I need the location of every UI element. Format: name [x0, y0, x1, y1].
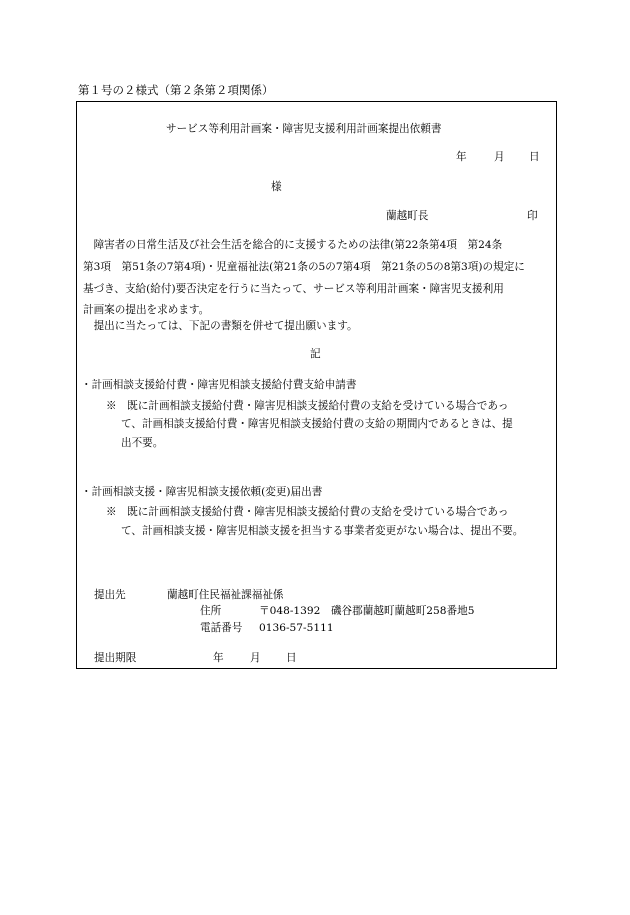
address-label: 住所	[200, 605, 222, 617]
date-year: 年	[456, 151, 467, 163]
body-line: 提出に当たっては、下記の書類を併せて提出願います。	[83, 320, 358, 332]
item-title: ・計画相談支援給付費・障害児相談支援給付費支給申請書	[81, 379, 357, 391]
submit-to-office: 蘭越町住民福祉課福祉係	[167, 589, 284, 601]
item-note-line: 出不要。	[121, 437, 164, 449]
document-title: サービス等利用計画案・障害児支援利用計画案提出依頼書	[166, 123, 442, 135]
date-day: 日	[529, 151, 540, 163]
deadline-label: 提出期限	[94, 652, 137, 664]
item-note-line: て、計画相談支援・障害児相談支援を担当する事業者変更がない場合は、提出不要。	[121, 525, 524, 537]
form-number-label: 第１号の２様式（第２条第２項関係）	[78, 83, 274, 97]
submit-to-label: 提出先	[94, 589, 126, 601]
deadline-month: 月	[250, 652, 261, 664]
deadline-day: 日	[286, 652, 297, 664]
ki-heading: 記	[310, 348, 321, 360]
date-month: 月	[494, 151, 505, 163]
item-note-line: ※ 既に計画相談支援給付費・障害児相談支援給付費の支給を受けている場合であっ	[106, 400, 509, 412]
body-line: 計画案の提出を求めます。	[83, 304, 210, 316]
seal-mark: 印	[527, 210, 538, 222]
body-line: 障害者の日常生活及び社会生活を総合的に支援するための法律(第22条第4項 第24条	[83, 239, 503, 251]
phone-label: 電話番号	[200, 622, 243, 634]
item-title: ・計画相談支援・障害児相談支援依頼(変更)届出書	[81, 486, 323, 498]
recipient-suffix: 様	[271, 181, 282, 193]
phone-value: 0136-57-5111	[259, 622, 334, 634]
body-line: 基づき、支給(給付)要否決定を行うに当たって、サービス等利用計画案・障害児支援利用	[83, 283, 504, 295]
item-note-line: て、計画相談支援給付費・障害児相談支援給付費の支給の期間内であるときは、提	[121, 418, 513, 430]
item-note-line: ※ 既に計画相談支援給付費・障害児相談支援給付費の支給を受けている場合であっ	[106, 506, 509, 518]
sender-name: 蘭越町長	[386, 210, 429, 222]
deadline-year: 年	[213, 652, 224, 664]
body-line: 第3項 第51条の7第4項)・児童福祉法(第21条の5の7第4項 第21条の5の8第3項)の規定に	[83, 261, 525, 273]
address-value: 〒048-1392 磯谷郡蘭越町蘭越町258番地5	[259, 605, 475, 617]
